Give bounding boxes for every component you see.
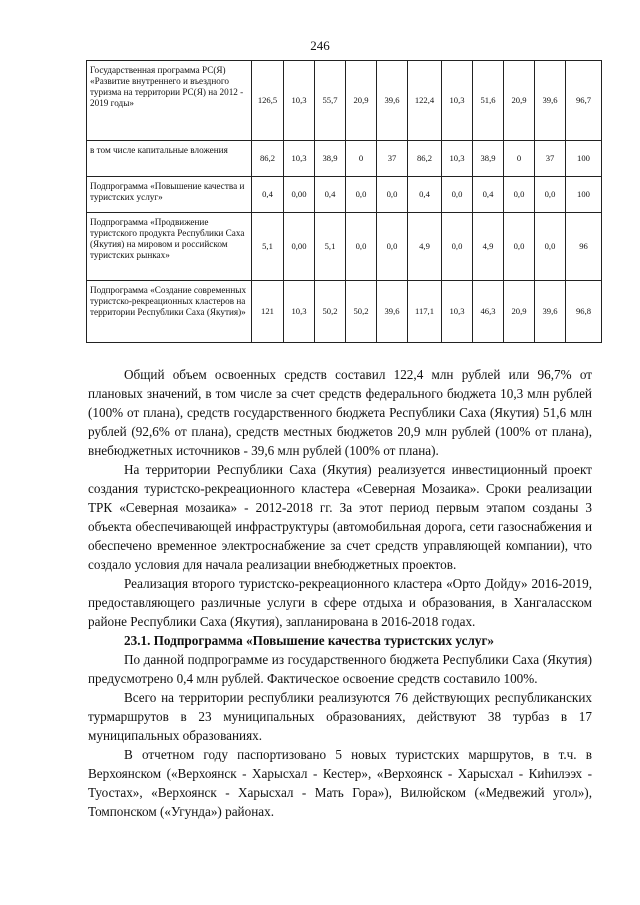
row-name-cell: Подпрограмма «Продвижение туристского продукта Республики Саха (Якутия) на мировом и российском туристских рынках» bbox=[87, 213, 252, 281]
row-name-cell: в том числе капитальные вложения bbox=[87, 141, 252, 177]
value-cell: 0,0 bbox=[535, 177, 566, 213]
program-table-body bbox=[87, 61, 602, 343]
value-cell: 5,1 bbox=[252, 213, 284, 281]
value-cell: 20,9 bbox=[504, 61, 535, 141]
value-cell: 0,4 bbox=[473, 177, 504, 213]
table-row bbox=[87, 213, 602, 281]
value-cell: 0,0 bbox=[377, 213, 408, 281]
value-cell: 37 bbox=[377, 141, 408, 177]
value-cell: 46,3 bbox=[473, 281, 504, 343]
value-cell: 0 bbox=[504, 141, 535, 177]
value-cell: 39,6 bbox=[535, 281, 566, 343]
page-number: 246 bbox=[310, 38, 330, 53]
value-cell: 0,0 bbox=[442, 177, 473, 213]
value-cell: 96,8 bbox=[566, 281, 602, 343]
section-heading: 23.1. Подпрограмма «Повышение качества туристских услуг» bbox=[124, 633, 495, 648]
paragraph: Реализация второго туристско-рекреационного кластера «Орто Дойду» 2016-2019, предоставляющего различные услуги в сфере отдыха и образования, в Хангаласском районе Республики Саха (Якутия), запланирована в 2016-2018 годах. bbox=[88, 576, 592, 629]
row-name-cell: Подпрограмма «Создание современных туристско-рекреационных кластеров на территории Республики Саха (Якутия)» bbox=[87, 281, 252, 343]
value-cell: 126,5 bbox=[252, 61, 284, 141]
value-cell: 96 bbox=[566, 213, 602, 281]
value-cell: 117,1 bbox=[408, 281, 442, 343]
value-cell: 20,9 bbox=[504, 281, 535, 343]
table-row bbox=[87, 281, 602, 343]
value-cell: 0,0 bbox=[377, 177, 408, 213]
value-cell: 50,2 bbox=[315, 281, 346, 343]
paragraph: На территории Республики Саха (Якутия) реализуется инвестиционный проект создания туристско-рекреационного кластера «Северная Мозаика». Сроки реализации ТРК «Северная мозаика» - 2012-2018 гг. За этот период первым этапом созданы 3 объекта обеспечивающей инфраструктуры (автомобильная дорога, сети газоснабжения и обеспечено временное электроснабжение за счет средств управляющей компании), что создало условия для начала реализации внебюджетных проектов. bbox=[88, 462, 592, 572]
value-cell: 38,9 bbox=[473, 141, 504, 177]
value-cell: 10,3 bbox=[284, 281, 315, 343]
value-cell: 0,00 bbox=[284, 213, 315, 281]
value-cell: 86,2 bbox=[252, 141, 284, 177]
value-cell: 10,3 bbox=[442, 281, 473, 343]
value-cell: 10,3 bbox=[442, 141, 473, 177]
value-cell: 50,2 bbox=[346, 281, 377, 343]
value-cell: 122,4 bbox=[408, 61, 442, 141]
value-cell: 4,9 bbox=[473, 213, 504, 281]
value-cell: 96,7 bbox=[566, 61, 602, 141]
paragraph: Общий объем освоенных средств составил 122,4 млн рублей или 96,7% от плановых значений, в том числе за счет средств федерального бюджета 10,3 млн рублей (100% от плана), средств государственного бюджета Республики Саха (Якутия) 51,6 млн рублей (92,6% от плана), средств местных бюджетов 20,9 млн рублей (100% от плана), внебюджетных источников - 39,6 млн рублей (100% от плана). bbox=[88, 367, 592, 458]
value-cell: 20,9 bbox=[346, 61, 377, 141]
value-cell: 0,0 bbox=[442, 213, 473, 281]
row-name-cell: Государственная программа РС(Я) «Развитие внутреннего и въездного туризма на территории РС(Я) на 2012 - 2019 годы» bbox=[87, 61, 252, 141]
value-cell: 39,6 bbox=[377, 61, 408, 141]
table-row bbox=[87, 61, 602, 141]
row-name-cell: Подпрограмма «Повышение качества и туристских услуг» bbox=[87, 177, 252, 213]
main-text bbox=[88, 365, 592, 821]
table-row bbox=[87, 177, 602, 213]
paragraph: В отчетном году паспортизовано 5 новых туристских маршрутов, в т.ч. в Верхоянском («Верхоянск - Харысхал - Кестер», «Верхоянск - Харысхал - Киһилээх - Туостах», «Верхоянск - Харысхал - Мать Гора»), Вилюйском («Медвежий угол»), Томпонском («Угунда») районах. bbox=[88, 747, 592, 819]
value-cell: 0,4 bbox=[252, 177, 284, 213]
value-cell: 0 bbox=[346, 141, 377, 177]
value-cell: 55,7 bbox=[315, 61, 346, 141]
value-cell: 4,9 bbox=[408, 213, 442, 281]
value-cell: 0,4 bbox=[315, 177, 346, 213]
value-cell: 100 bbox=[566, 177, 602, 213]
value-cell: 51,6 bbox=[473, 61, 504, 141]
value-cell: 0,0 bbox=[504, 177, 535, 213]
value-cell: 0,0 bbox=[346, 213, 377, 281]
value-cell: 0,0 bbox=[346, 177, 377, 213]
value-cell: 10,3 bbox=[284, 141, 315, 177]
value-cell: 39,6 bbox=[535, 61, 566, 141]
value-cell: 37 bbox=[535, 141, 566, 177]
value-cell: 100 bbox=[566, 141, 602, 177]
value-cell: 38,9 bbox=[315, 141, 346, 177]
value-cell: 86,2 bbox=[408, 141, 442, 177]
program-table bbox=[86, 60, 602, 343]
value-cell: 39,6 bbox=[377, 281, 408, 343]
table-row bbox=[87, 141, 602, 177]
paragraph: По данной подпрограмме из государственного бюджета Республики Саха (Якутия) предусмотрено 0,4 млн рублей. Фактическое освоение средств составило 100%. bbox=[88, 652, 592, 686]
paragraph: Всего на территории республики реализуются 76 действующих республиканских турмаршрутов в 23 муниципальных образованиях, действуют 38 турбаз в 17 муниципальных образованиях. bbox=[88, 690, 592, 743]
value-cell: 0,4 bbox=[408, 177, 442, 213]
value-cell: 0,0 bbox=[504, 213, 535, 281]
value-cell: 5,1 bbox=[315, 213, 346, 281]
value-cell: 0,00 bbox=[284, 177, 315, 213]
value-cell: 0,0 bbox=[535, 213, 566, 281]
value-cell: 10,3 bbox=[442, 61, 473, 141]
value-cell: 10,3 bbox=[284, 61, 315, 141]
value-cell: 121 bbox=[252, 281, 284, 343]
